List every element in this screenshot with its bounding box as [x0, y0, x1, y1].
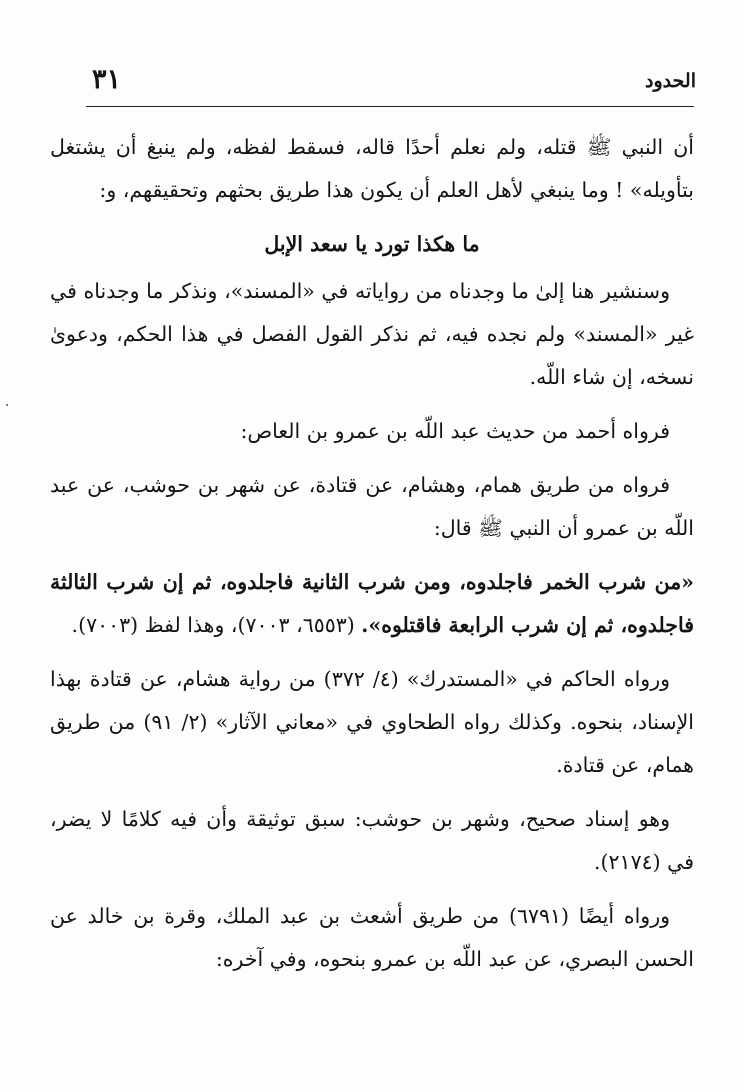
- header-rule: [86, 106, 694, 107]
- running-title: الحدود: [645, 70, 696, 92]
- paragraph-1: أن النبي ﷺ قتله، ولم نعلم أحدًا قاله، فسقط لفظه، ولم ينبغ أن يشتغل بتأويله» ! وما ينبغي لأهل العلم أن يكون هذا طريق بحثهم وتحقيقهم، و:: [50, 135, 694, 202]
- verse-heading: ما هكذا تورد يا سعد الإبل: [264, 232, 480, 256]
- hadith-reference: (٦٥٥٣، ٧٠٠٣)، وهذا لفظ (٧٠٠٣).: [71, 613, 362, 637]
- page-number: ٣١: [92, 64, 122, 95]
- margin-speck: [6, 404, 8, 406]
- paragraph-9: ورواه أيضًا (٦٧٩١) من طريق أشعث بن عبد الملك، وقرة بن خالد عن الحسن البصري، عن عبد اللّه بن عمرو بنحوه، وفي آخره:: [50, 904, 694, 971]
- paragraph-7: ورواه الحاكم في «المستدرك» (٤/ ٣٧٢) من رواية هشام، عن قتادة بهذا الإسناد، بنحوه. وكذلك رواه الطحاوي في «معاني الآثار» (٢/ ٩١) من طريق همام، عن قتادة.: [50, 667, 694, 777]
- hadith-quote: «من شرب الخمر فاجلدوه، ومن شرب الثانية فاجلدوه، ثم إن شرب الثالثة فاجلدوه، ثم إن شرب الرابعة فاقتلوه».: [50, 570, 694, 637]
- paragraph-4: فرواه أحمد من حديث عبد اللّه بن عمرو بن العاص:: [240, 419, 670, 443]
- page-header: [86, 60, 696, 100]
- paragraph-5: فرواه من طريق همام، وهشام، عن قتادة، عن شهر بن حوشب، عن عبد اللّه بن عمرو أن النبي ﷺ قال:: [50, 473, 694, 540]
- page-body: [50, 126, 694, 992]
- paragraph-8: وهو إسناد صحيح، وشهر بن حوشب: سبق توثيقة وأن فيه كلامًا لا يضر، في (٢١٧٤).: [50, 807, 694, 874]
- hadith-paragraph: [50, 561, 694, 647]
- paragraph-3: وسنشير هنا إلىٰ ما وجدناه من رواياته في «المسند»، ونذكر ما وجدناه في غير «المسند» ولم نجده فيه، ثم نذكر القول الفصل في هذا الحكم، ودعوىٰ نسخه، إن شاء اللّه.: [50, 279, 694, 389]
